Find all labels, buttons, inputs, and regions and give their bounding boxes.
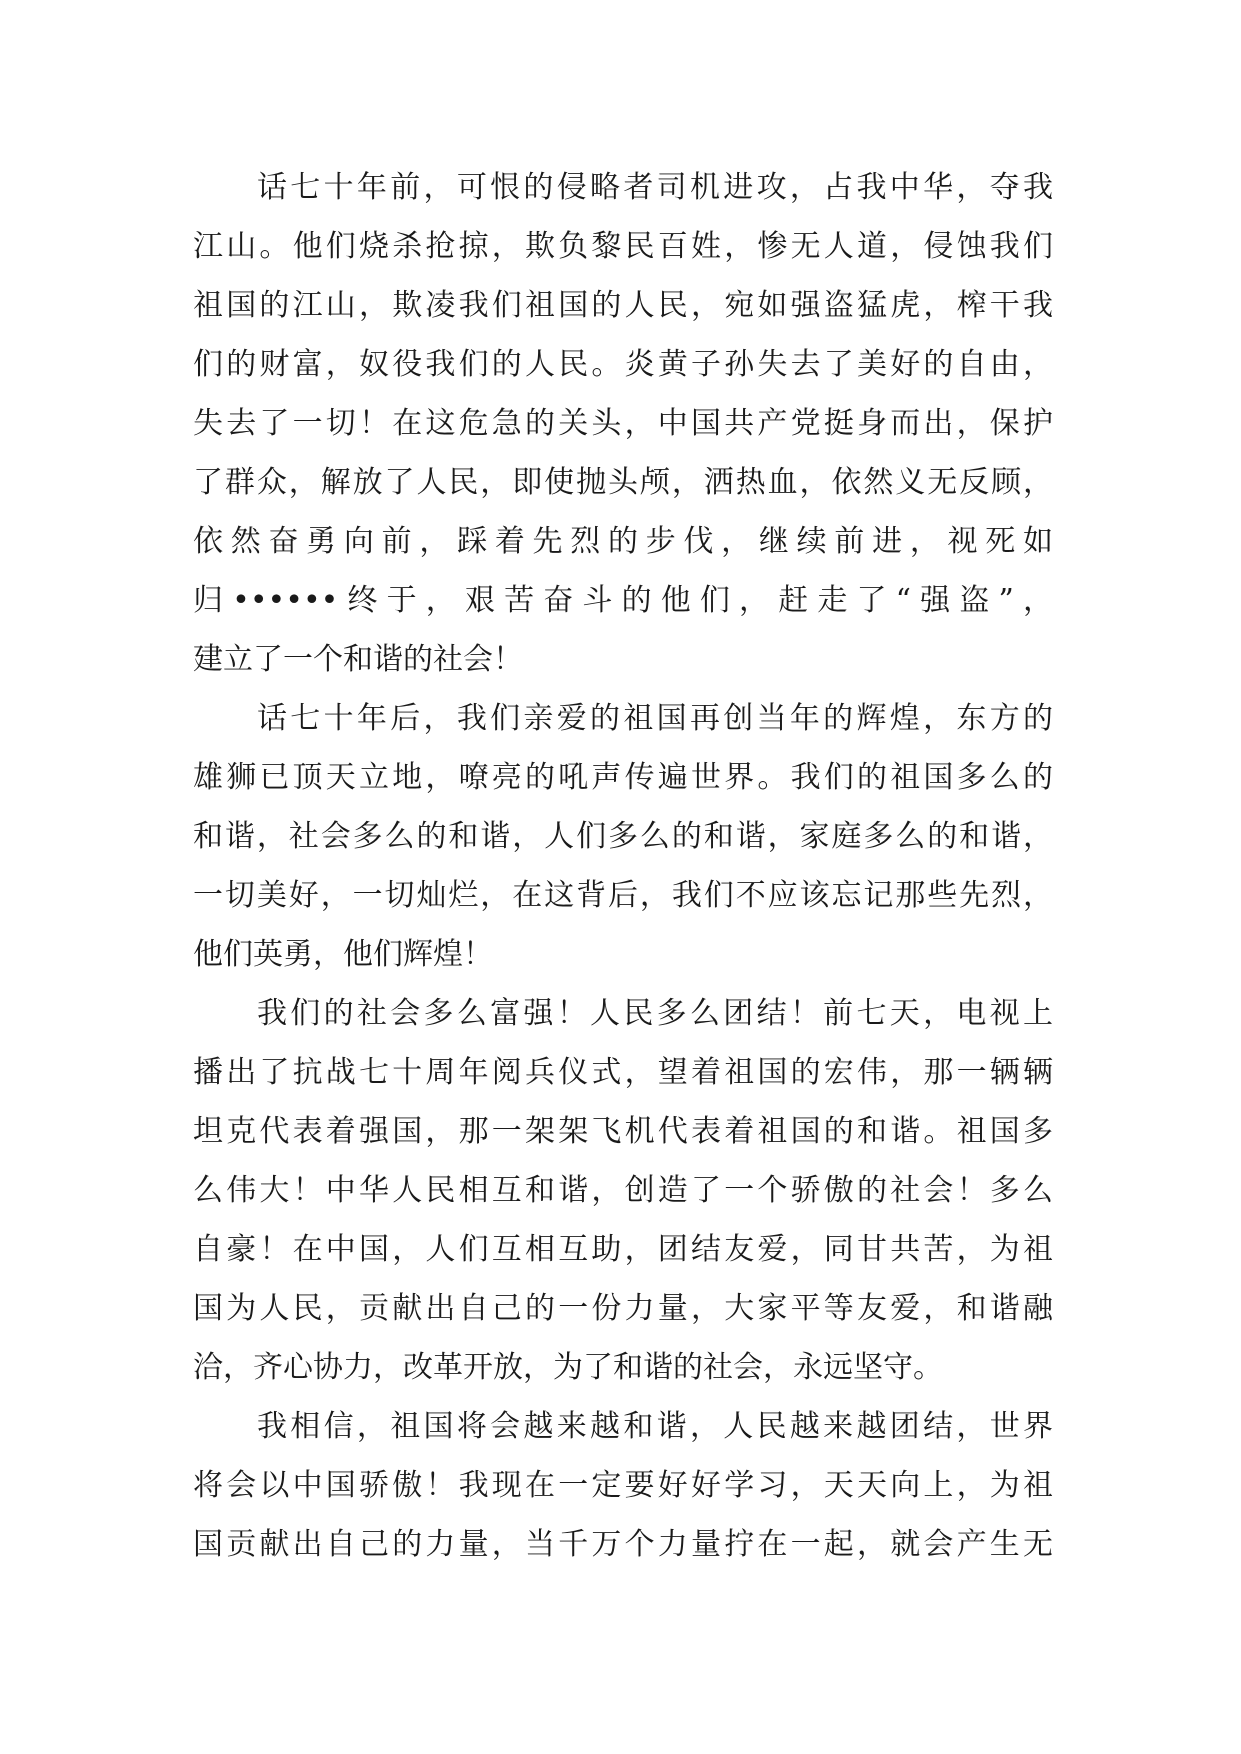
text-line: 我相信，祖国将会越来越和谐，人民越来越团结，世界: [257, 1409, 1053, 1444]
paragraph-3: [193, 984, 1053, 1397]
text-line: 播出了抗战七十周年阅兵仪式，望着祖国的宏伟，那一辆辆: [193, 1055, 1053, 1090]
text-line: 将会以中国骄傲！我现在一定要好好学习，天天向上，为祖: [193, 1468, 1053, 1503]
text-line: 话七十年前，可恨的侵略者司机进攻，占我中华，夺我: [257, 170, 1053, 205]
text-line: 国为人民，贡献出自己的一份力量，大家平等友爱，和谐融: [193, 1291, 1053, 1326]
text-line: 我们的社会多么富强！人民多么团结！前七天，电视上: [257, 996, 1053, 1031]
text-line: 们的财富，奴役我们的人民。炎黄子孙失去了美好的自由，: [193, 347, 1053, 382]
text-line: 失去了一切！在这危急的关头，中国共产党挺身而出，保护: [193, 406, 1053, 441]
text-line: 国贡献出自己的力量，当千万个力量拧在一起，就会产生无: [193, 1527, 1053, 1562]
text-line: 他们英勇，他们辉煌！: [193, 937, 493, 972]
text-line: 祖国的江山，欺凌我们祖国的人民，宛如强盗猛虎，榨干我: [193, 288, 1053, 323]
paragraph-4: [193, 1397, 1053, 1574]
text-line: 和谐，社会多么的和谐，人们多么的和谐，家庭多么的和谐，: [193, 819, 1053, 854]
text-line: 了群众，解放了人民，即使抛头颅，洒热血，依然义无反顾，: [193, 465, 1053, 500]
text-line: 一切美好，一切灿烂，在这背后，我们不应该忘记那些先烈，: [193, 878, 1053, 913]
text-line: 洽，齐心协力，改革开放，为了和谐的社会，永远坚守。: [193, 1350, 943, 1385]
paragraph-2: [193, 689, 1053, 984]
text-line: 么伟大！中华人民相互和谐，创造了一个骄傲的社会！多么: [193, 1173, 1053, 1208]
text-line: 依然奋勇向前，踩着先烈的步伐，继续前进，视死如: [193, 524, 1053, 559]
document-body: [193, 158, 1053, 1574]
text-line: 归••••••终于，艰苦奋斗的他们，赶走了“强盗”，: [193, 583, 1053, 618]
text-line: 江山。他们烧杀抢掠，欺负黎民百姓，惨无人道，侵蚀我们: [193, 229, 1053, 264]
text-line: 雄狮已顶天立地，嘹亮的吼声传遍世界。我们的祖国多么的: [193, 760, 1053, 795]
text-line: 话七十年后，我们亲爱的祖国再创当年的辉煌，东方的: [257, 701, 1053, 736]
text-line: 坦克代表着强国，那一架架飞机代表着祖国的和谐。祖国多: [193, 1114, 1053, 1149]
paragraph-1: [193, 158, 1053, 689]
text-line: 建立了一个和谐的社会！: [193, 642, 523, 677]
text-line: 自豪！在中国，人们互相互助，团结友爱，同甘共苦，为祖: [193, 1232, 1053, 1267]
